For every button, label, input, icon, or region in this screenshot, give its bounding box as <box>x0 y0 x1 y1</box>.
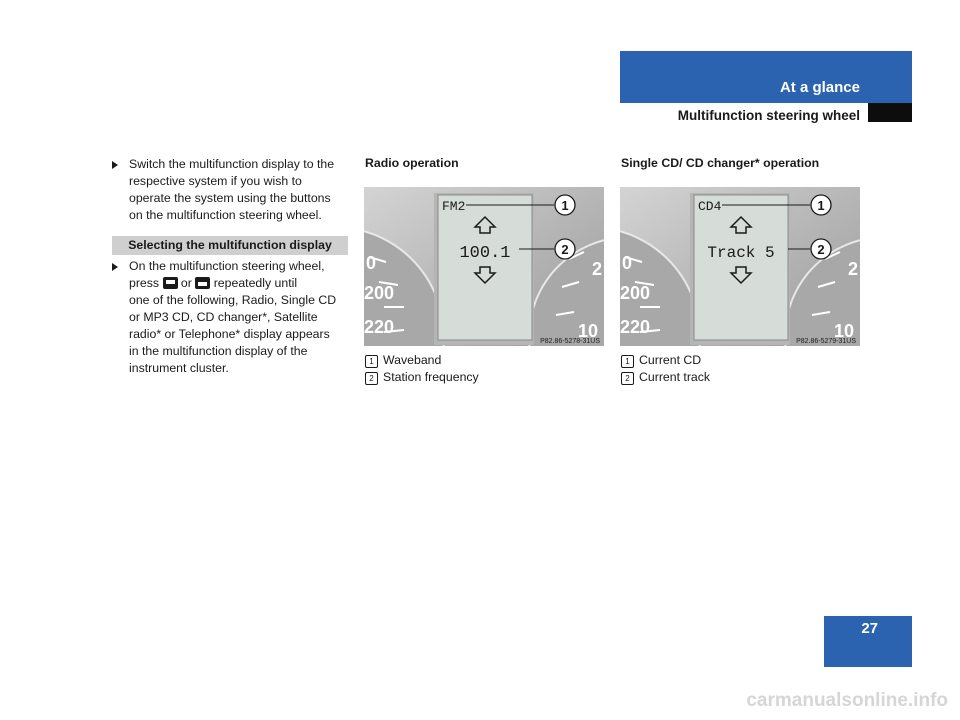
gauge-label: 220 <box>364 317 395 337</box>
cd-number-text: CD4 <box>698 199 722 214</box>
figure-code: P82.86-5279-31US <box>796 338 856 345</box>
radio-band-text: FM2 <box>442 199 466 214</box>
radio-frequency-text: 100.1 <box>459 244 511 263</box>
page-number: 27 <box>861 620 878 637</box>
gauge-label: 10 <box>834 321 855 341</box>
section-title: At a glance <box>779 79 860 96</box>
section-heading-bar <box>112 236 348 255</box>
callout-1: 1 <box>817 198 825 213</box>
gauge-label: 200 <box>620 283 651 303</box>
cd-track-text: Track 5 <box>707 244 775 262</box>
cd-heading: Single CD/ CD changer* operation <box>621 156 820 170</box>
radio-heading: Radio operation <box>365 156 459 170</box>
gauge-label: 10 <box>578 321 599 341</box>
section-heading: Selecting the multifunction display <box>128 238 332 252</box>
gauge-label: 2 <box>592 259 603 279</box>
header-black-tab <box>868 103 912 122</box>
gauge-label: 2 <box>848 259 859 279</box>
bullet-text: Switch the multifunction display to the respective system if you wish to operate the system using the buttons on the multifunction steering wheel. <box>129 157 335 222</box>
cd-display-figure <box>620 187 860 346</box>
subsection-title: Multifunction steering wheel <box>677 108 860 123</box>
radio-display-figure <box>364 187 604 346</box>
gauge-label: 0 <box>622 253 633 273</box>
callout-1: 1 <box>561 198 569 213</box>
watermark: carmanualsonline.info <box>746 690 948 711</box>
gauge-label: 200 <box>364 283 395 303</box>
bullet-text-rest: one of the following, Radio, Single CD or MP3 CD, CD changer*, Satellite radio* or Telephone* display appears in the multifunction display of the instrument cluster. <box>129 293 337 375</box>
gauge-label: 0 <box>366 253 377 273</box>
display-down-button-icon <box>195 277 210 289</box>
figure-code: P82.86-5278-31US <box>540 338 600 345</box>
callout-2: 2 <box>561 242 569 257</box>
display-up-button-icon <box>163 277 178 289</box>
bullet-arrow-icon <box>112 263 118 271</box>
callout-2: 2 <box>817 242 825 257</box>
bullet-text-line2: press or repeatedly until <box>129 276 298 290</box>
bullet-text-line1: On the multifunction steering wheel, <box>129 259 325 273</box>
bullet-arrow-icon <box>112 161 118 169</box>
gauge-label: 220 <box>620 317 651 337</box>
